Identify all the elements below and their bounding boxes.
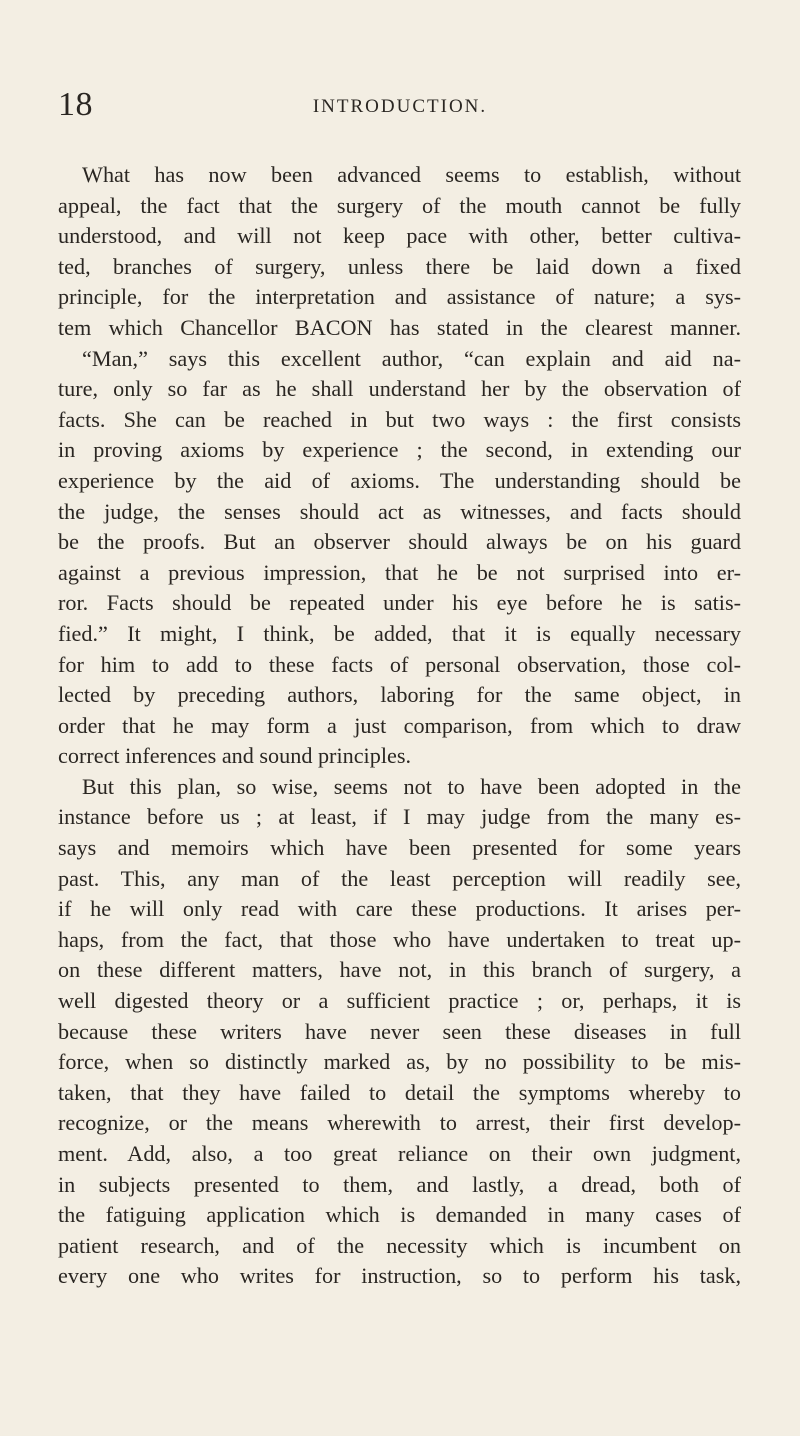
text-line: “Man,” says this excellent author, “can explain and aid na- (82, 345, 741, 371)
page-header (0, 86, 800, 126)
running-head: INTRODUCTION. (312, 96, 488, 117)
text-line: be the proofs. But an observer should always be on his guard (58, 529, 741, 555)
text-line: fied.” It might, I think, be added, that it is equally necessary (58, 620, 741, 646)
text-line: But this plan, so wise, seems not to have been adopted in the (82, 773, 741, 799)
text-line: appeal, the fact that the surgery of the mouth cannot be fully (58, 192, 741, 218)
text-line: What has now been advanced seems to establish, without (82, 162, 741, 187)
text-line: for him to add to these facts of personal observation, those col- (58, 651, 741, 677)
text-line: patient research, and of the necessity which is incumbent on (58, 1232, 741, 1258)
text-line: every one who writes for instruction, so to perform his task, (58, 1263, 741, 1289)
text-line: ror. Facts should be repeated under his eye before he is satis- (58, 590, 741, 616)
text-line: in subjects presented to them, and lastly, a dread, both of (58, 1171, 741, 1197)
text-line: because these writers have never seen these diseases in full (58, 1018, 741, 1044)
text-line: taken, that they have failed to detail the symptoms whereby to (58, 1079, 741, 1105)
text-line: the judge, the senses should act as witnesses, and facts should (58, 498, 741, 524)
text-line: haps, from the fact, that those who have undertaken to treat up- (58, 926, 741, 952)
text-line: correct inferences and sound principles. (58, 743, 412, 769)
text-line: recognize, or the means wherewith to arrest, their first develop- (58, 1110, 741, 1136)
body-text (58, 160, 741, 1292)
text-line: tem which Chancellor BACON has stated in the clearest manner. (58, 314, 741, 340)
text-line: past. This, any man of the least perception will readily see, (58, 865, 741, 891)
text-line: understood, and will not keep pace with other, better cultiva- (58, 223, 741, 249)
text-line: ment. Add, also, a too great reliance on their own judgment, (58, 1141, 741, 1166)
text-line: on these different matters, have not, in this branch of surgery, a (58, 957, 741, 983)
text-line: facts. She can be reached in but two ways : the first consists (58, 406, 741, 432)
text-line: force, when so distinctly marked as, by no possibility to be mis- (58, 1049, 741, 1075)
text-line: principle, for the interpretation and assistance of nature; a sys- (58, 284, 741, 310)
text-line: instance before us ; at least, if I may judge from the many es- (58, 804, 741, 830)
text-line: against a previous impression, that he be not surprised into er- (58, 559, 741, 585)
text-line: says and memoirs which have been presented for some years (58, 835, 741, 861)
text-line: the fatiguing application which is demanded in many cases of (58, 1202, 741, 1228)
text-line: if he will only read with care these productions. It arises per- (58, 896, 741, 922)
page-number: 18 (58, 86, 93, 123)
text-line: ted, branches of surgery, unless there be laid down a fixed (58, 253, 741, 279)
text-line: in proving axioms by experience ; the second, in extending our (58, 437, 741, 463)
text-line: order that he may form a just comparison, from which to draw (58, 712, 741, 738)
text-line: well digested theory or a sufficient practice ; or, perhaps, it is (58, 988, 741, 1014)
text-line: lected by preceding authors, laboring for the same object, in (58, 682, 741, 708)
text-line: ture, only so far as he shall understand her by the observation of (58, 376, 741, 402)
text-line: experience by the aid of axioms. The understanding should be (58, 467, 741, 493)
